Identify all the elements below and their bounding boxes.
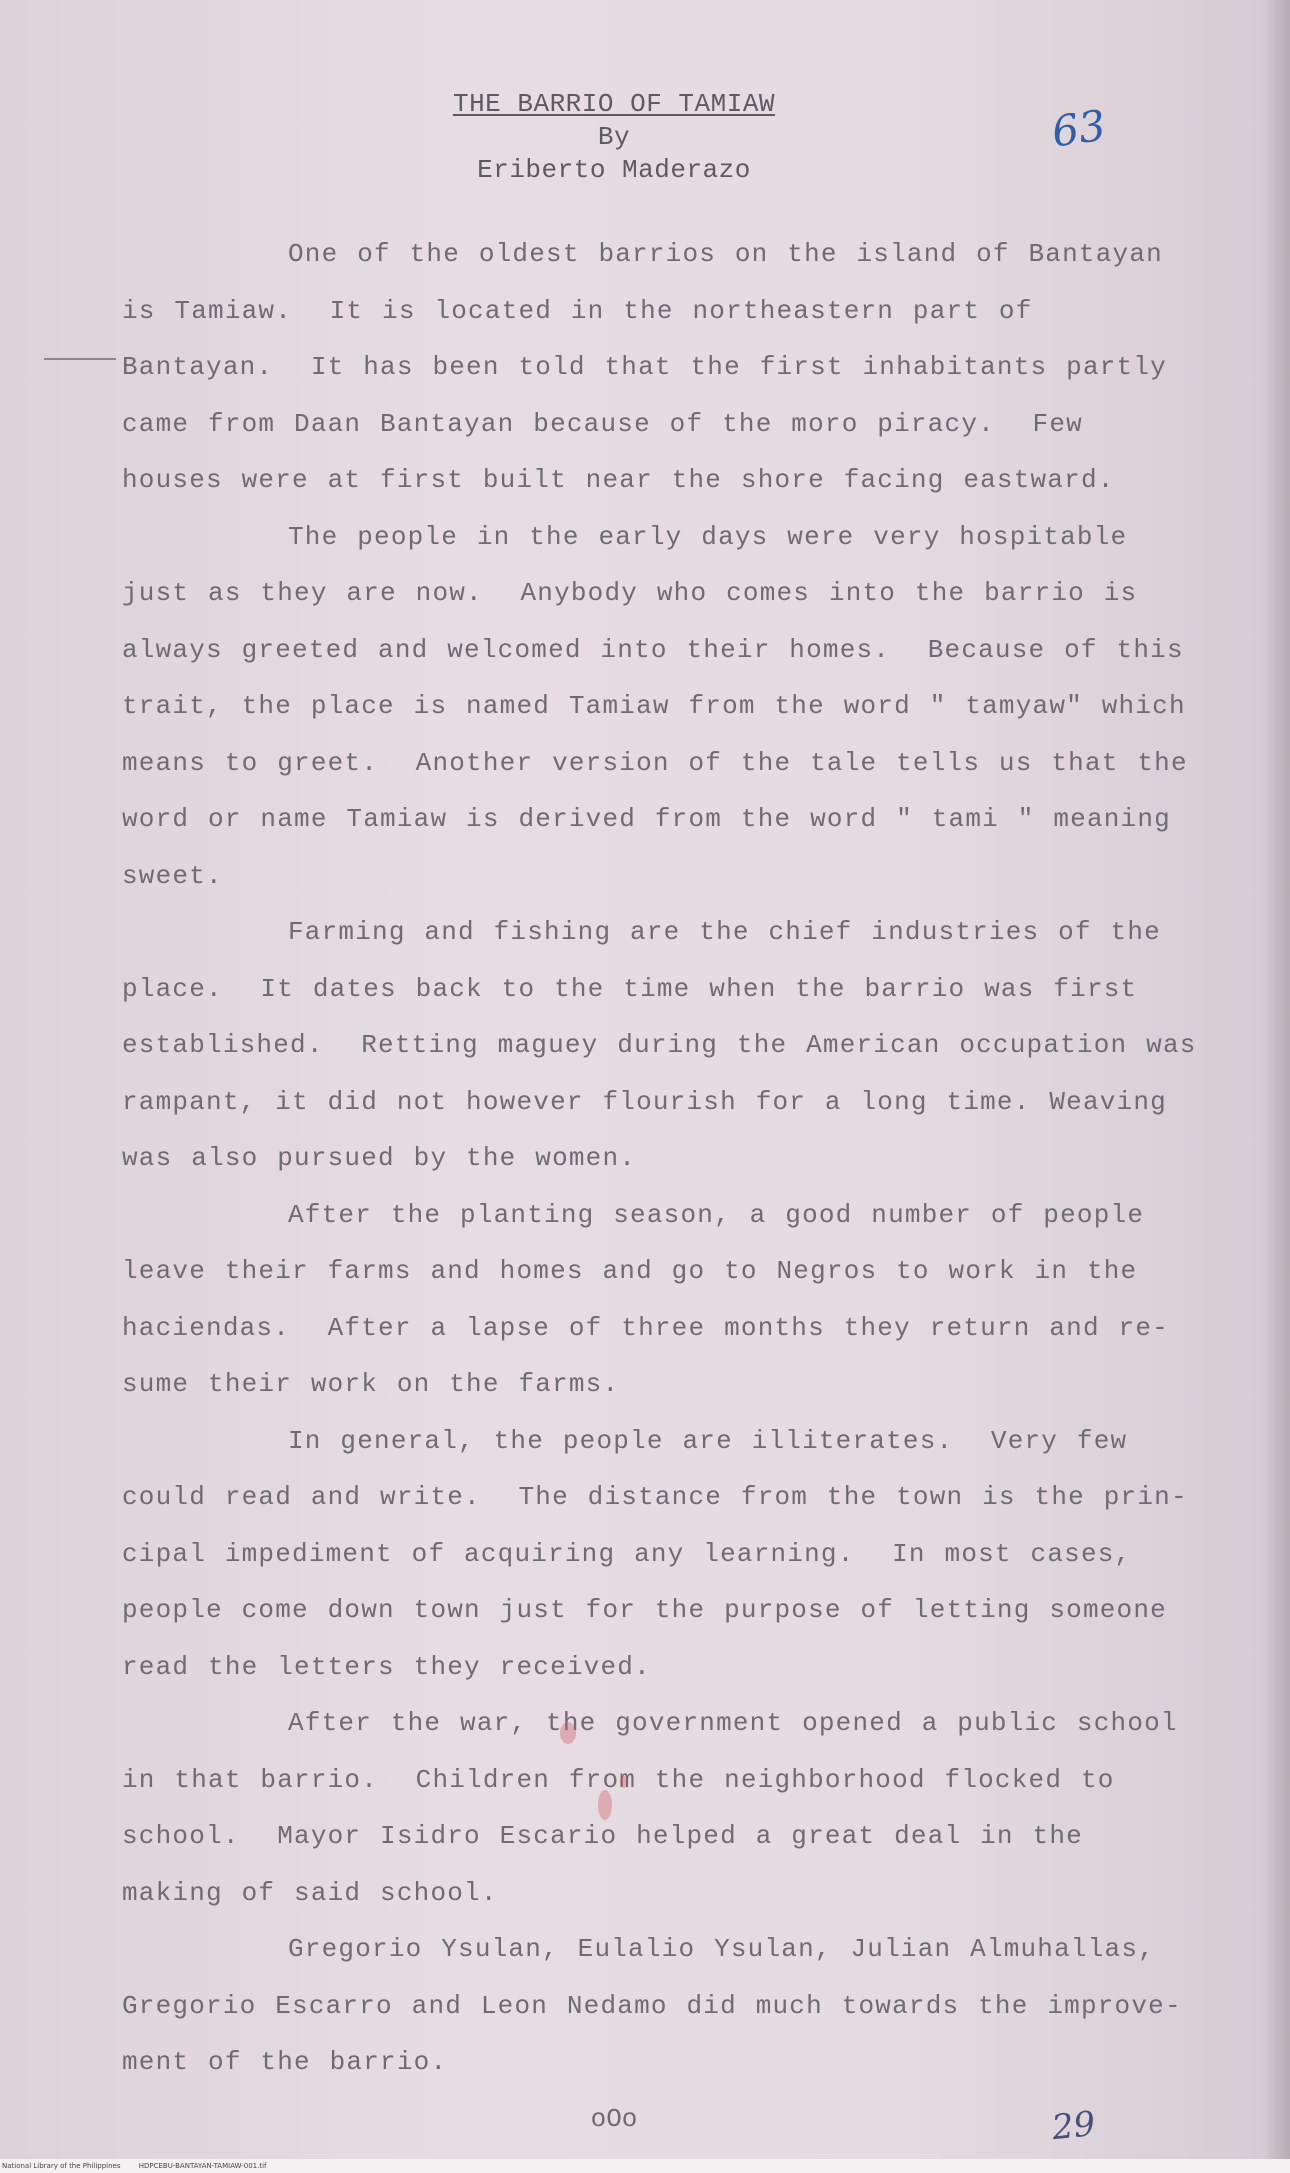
document-body xyxy=(122,226,1216,2091)
paragraph-2: The people in the early days were very hospitable just as they are now. Anybody who comes into the barrio is always greeted and welcomed into their homes. Because of this trait, the place is named Tamiaw from the word " tamyaw" which means to greet. Another version of the tale tells us that the word or name Tamiaw is derived from the word " tami " meaning sweet. xyxy=(122,521,1207,891)
author-name: Eriberto Maderazo xyxy=(477,155,751,185)
paragraph-1: One of the oldest barrios on the island of Bantayan is Tamiaw. It is located in the northeastern part of Bantayan. It has been told that the first inhabitants partly came from Daan Bantayan because of the moro piracy. Few houses were at first built near the shore facing eastward. xyxy=(122,239,1186,495)
scan-filename: HDPCEBU-BANTAYAN-TAMIAW-001.tif xyxy=(138,2162,267,2170)
paragraph-4: After the planting season, a good number of people leave their farms and homes and go to Negros to work in the haciendas. After a lapse of three months they return and re-sume their work on the farms. xyxy=(122,1199,1169,1399)
page-edge-shadow xyxy=(1262,0,1290,2173)
ink-stain xyxy=(598,1790,612,1820)
archive-footer-strip xyxy=(0,2159,1290,2173)
paragraph-3: Farming and fishing are the chief industries of the place. It dates back to the time when the barrio was first established. Retting maguey during the American occupation was rampant, it did not however flourish for a long time. Weaving was also pursued by the women. xyxy=(122,917,1216,1173)
library-name: National Library of the Philippines xyxy=(2,2162,121,2170)
ink-stain xyxy=(620,1776,628,1788)
margin-pencil-mark xyxy=(44,358,116,360)
handwritten-footer-number: 29 xyxy=(1050,2103,1098,2149)
handwritten-page-number: 63 xyxy=(1048,100,1109,157)
document-title: THE BARRIO OF TAMIAW xyxy=(452,89,776,119)
paragraph-5: In general, the people are illiterates. Very few could read and write. The distance from the town is the prin-cipal impediment of acquiring any learning. In most cases, people come down town just for the purpose of letting someone read the letters they received. xyxy=(122,1425,1188,1682)
end-mark: oOo xyxy=(590,2104,638,2134)
paragraph-7: Gregorio Ysulan, Eulalio Ysulan, Julian Almuhallas, Gregorio Escarro and Leon Nedamo did much towards the improve-ment of the barrio. xyxy=(122,1934,1182,2077)
document-header xyxy=(0,88,1228,187)
paragraph-6: After the war, the government opened a public school in that barrio. Children from the neighborhood flocked to school. Mayor Isidro Escario helped a great deal in the making of said school. xyxy=(122,1708,1197,1908)
ink-stain xyxy=(560,1722,576,1744)
byline-by: By xyxy=(597,122,631,152)
